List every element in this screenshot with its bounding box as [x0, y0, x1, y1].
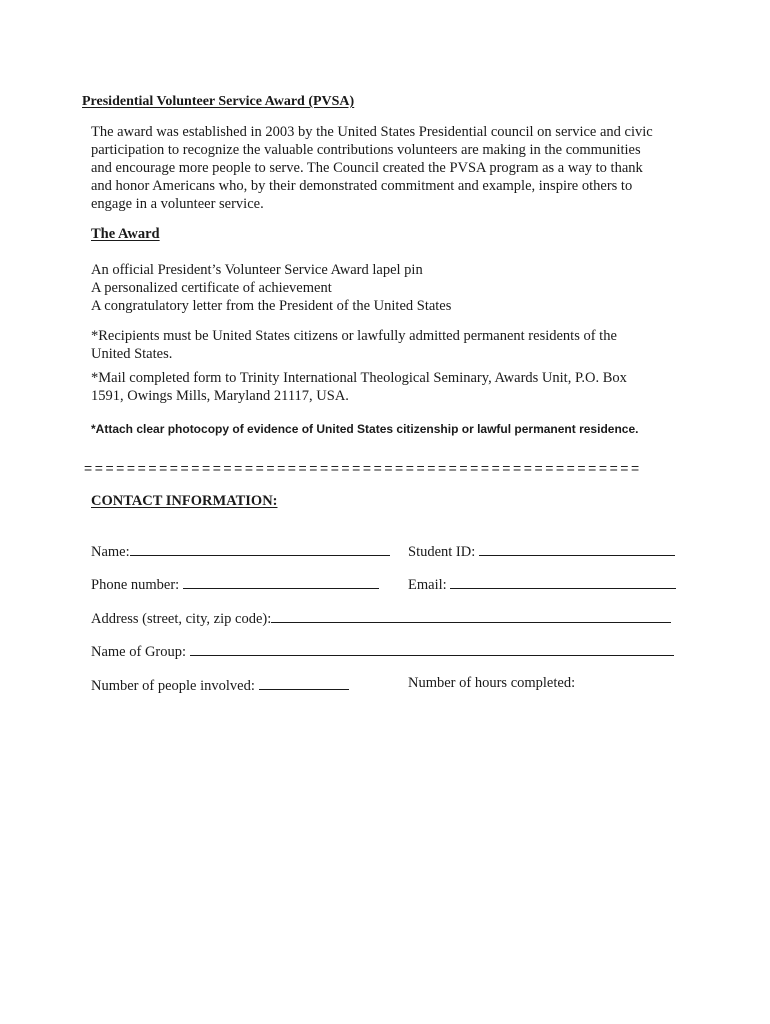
- contact-heading: CONTACT INFORMATION:: [91, 493, 278, 509]
- people-label: Number of people involved:: [91, 678, 255, 694]
- address-label: Address (street, city, zip code):: [91, 611, 272, 627]
- hours-field: [408, 675, 575, 692]
- intro-line: and honor Americans who, by their demonstrated commitment and example, inspire others to: [91, 178, 633, 194]
- recipients-note-line: United States.: [91, 346, 173, 362]
- document-title: Presidential Volunteer Service Award (PVSA): [82, 94, 355, 109]
- student-id-label: Student ID:: [408, 544, 476, 560]
- people-field: [91, 675, 349, 695]
- address-input-line[interactable]: [271, 608, 671, 623]
- email-field: [408, 574, 676, 594]
- recipients-note: [91, 327, 691, 363]
- recipients-note-line: *Recipients must be United States citizens or lawfully admitted permanent residents of the: [91, 328, 617, 344]
- intro-line: The award was established in 2003 by the United States Presidential council on service and civic: [91, 124, 653, 140]
- attach-note: *Attach clear photocopy of evidence of United States citizenship or lawful permanent residence.: [91, 422, 639, 436]
- mail-note-line: 1591, Owings Mills, Maryland 21117, USA.: [91, 388, 349, 404]
- intro-line: participation to recognize the valuable contributions volunteers are making in the communities: [91, 142, 641, 158]
- people-input-line[interactable]: [259, 675, 349, 690]
- award-item: An official President’s Volunteer Service Award lapel pin: [91, 262, 423, 278]
- student-id-field: [408, 541, 675, 561]
- group-label: Name of Group:: [91, 644, 187, 660]
- group-field: [91, 641, 674, 661]
- name-field: [91, 541, 390, 561]
- phone-input-line[interactable]: [183, 574, 379, 589]
- award-item: A personalized certificate of achievement: [91, 280, 332, 296]
- award-list: [91, 261, 691, 315]
- group-input-line[interactable]: [190, 641, 674, 656]
- award-item: A congratulatory letter from the President of the United States: [91, 298, 452, 314]
- section-divider: ====================================================: [84, 460, 642, 476]
- name-input-line[interactable]: [130, 541, 390, 556]
- hours-label: Number of hours completed:: [408, 675, 576, 691]
- email-label: Email:: [408, 577, 447, 593]
- mail-note: [91, 369, 691, 405]
- name-label: Name:: [91, 544, 130, 560]
- intro-paragraph: [91, 123, 691, 213]
- address-field: [91, 608, 671, 628]
- mail-note-line: *Mail completed form to Trinity International Theological Seminary, Awards Unit, P.O. Box: [91, 370, 627, 386]
- phone-field: [91, 574, 379, 594]
- award-heading: The Award: [91, 226, 160, 242]
- intro-line: and encourage more people to serve. The Council created the PVSA program as a way to thank: [91, 160, 643, 176]
- email-input-line[interactable]: [450, 574, 676, 589]
- intro-line: engage in a volunteer service.: [91, 196, 264, 212]
- phone-label: Phone number:: [91, 577, 180, 593]
- student-id-input-line[interactable]: [479, 541, 675, 556]
